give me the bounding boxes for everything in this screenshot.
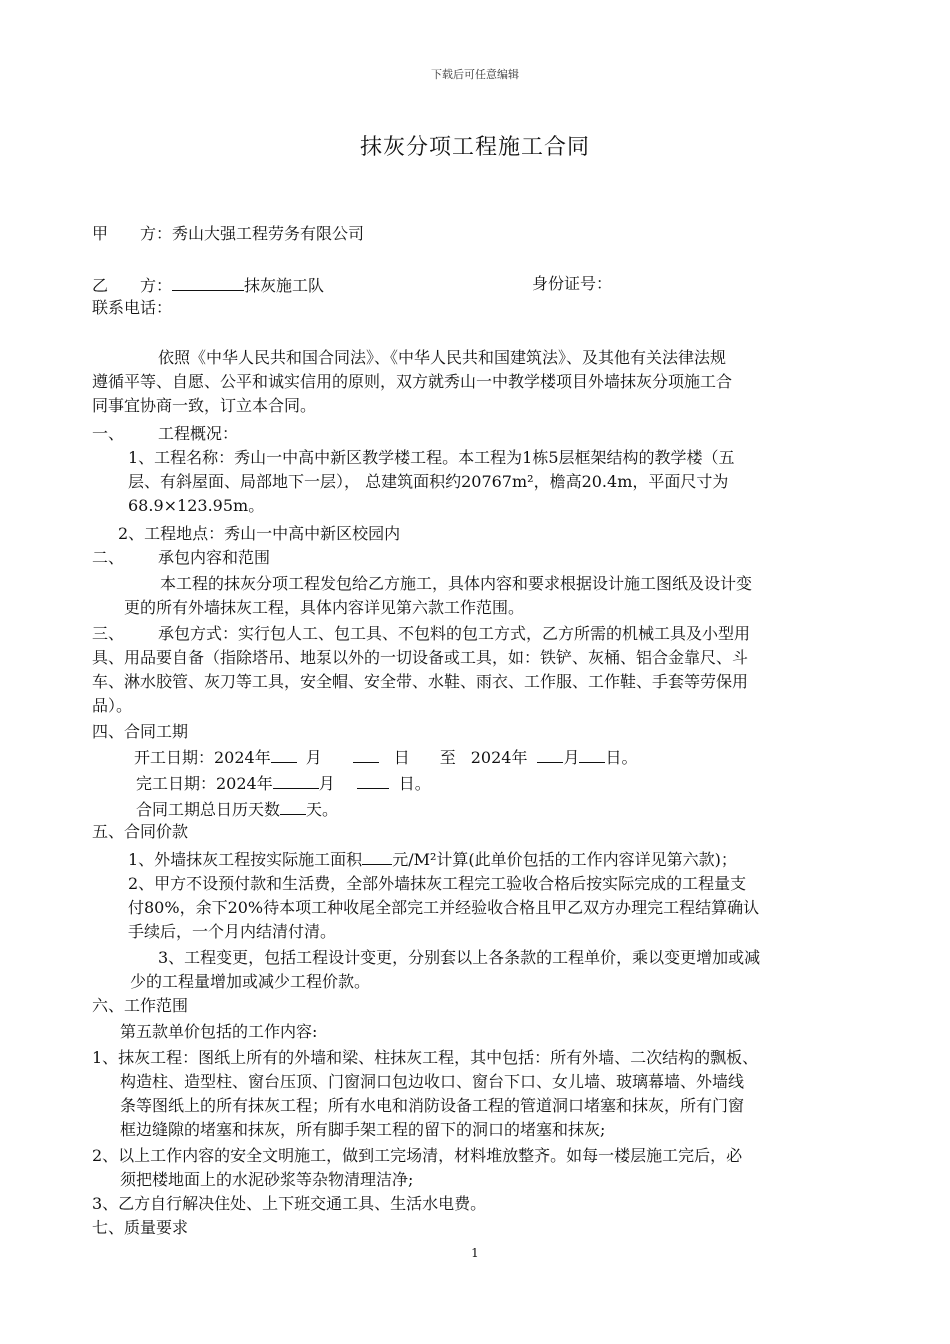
start-date-label: 开工日期：2024年 <box>134 748 271 767</box>
page-number: 1 <box>471 1246 479 1260</box>
section-3-title: 承包方式：实行包人工、包工具、不包料的包工方式，乙方所需的机械工具及小型用 <box>158 624 751 643</box>
intro-line: 同事宜协商一致，订立本合同。 <box>92 396 317 415</box>
price-text: 1、外墙抹灰工程按实际施工面积 <box>128 850 363 869</box>
section-5-text: 少的工程量增加或减少工程价款。 <box>130 972 371 991</box>
total-days-unit: 天。 <box>306 800 339 819</box>
section-6-text: 3、乙方自行解决住处、上下班交通工具、生活水电费。 <box>92 1194 487 1213</box>
date-blank <box>353 744 379 763</box>
section-1-number: 一、 <box>92 424 125 443</box>
section-6-text: 2、以上工作内容的安全文明施工，做到工完场清，材料堆放整齐。如每一楼层施工完后，必 <box>92 1146 743 1165</box>
intro-line: 遵循平等、自愿、公平和诚实信用的原则，双方就秀山一中教学楼项目外墙抹灰分项施工合 <box>92 372 733 391</box>
party-b-line <box>92 272 324 298</box>
date-blank <box>357 770 389 789</box>
section-6-text: 须把楼地面上的水泥砂浆等杂物清理洁净; <box>120 1170 414 1189</box>
party-b-id-label: 身份证号： <box>532 274 613 293</box>
month-label: 月 <box>318 774 335 793</box>
party-b-value: 抹灰施工队 <box>244 276 325 295</box>
price-blank <box>362 846 392 865</box>
total-days-line <box>136 796 338 822</box>
document-title: 抹灰分项工程施工合同 <box>359 135 590 160</box>
party-b-name-blank <box>172 272 244 291</box>
end-date-line <box>136 770 431 796</box>
date-blank <box>273 770 319 789</box>
section-5-text: 付80%，余下20%待本项工种收尾全部完工并经验收合格且甲乙双方办理完工程结算确认 <box>128 898 760 917</box>
section-2-title: 承包内容和范围 <box>158 548 271 567</box>
days-blank <box>280 796 306 815</box>
section-5-text: 3、工程变更，包括工程设计变更，分别套以上各条款的工程单价，乘以变更增加或减 <box>158 948 761 967</box>
party-a-value: 秀山大强工程劳务有限公司 <box>172 224 365 243</box>
section-1-title: 工程概况： <box>158 424 239 443</box>
section-3-text: 品）。 <box>92 696 133 715</box>
price-text: 元/M²计算(此单价包括的工作内容详见第六款)； <box>392 850 737 869</box>
section-1-text: 1、工程名称：秀山一中高中新区教学楼工程。本工程为1栋5层框架结构的教学楼（五 <box>128 448 735 467</box>
section-5-text: 手续后，一个月内结清付清。 <box>128 922 337 941</box>
day-label: 日。 <box>398 774 431 793</box>
section-6-text: 框边缝隙的堵塞和抹灰，所有脚手架工程的留下的洞口的堵塞和抹灰; <box>120 1120 606 1139</box>
section-2-number: 二、 <box>92 548 125 567</box>
intro-line: 依照《中华人民共和国合同法》、《中华人民共和国建筑法》、及其他有关法律法规 <box>158 348 727 367</box>
section-2-text: 本工程的抹灰分项工程发包给乙方施工，具体内容和要求根据设计施工图纸及设计变 <box>160 574 753 593</box>
date-blank <box>271 744 297 763</box>
start-date-line <box>134 744 638 770</box>
party-b-phone-label: 联系电话： <box>92 298 173 317</box>
year-label: 2024年 <box>470 748 528 767</box>
section-6-subtitle: 第五款单价包括的工作内容: <box>120 1022 318 1041</box>
price-line <box>128 846 737 872</box>
end-date-label: 完工日期：2024年 <box>136 774 273 793</box>
section-5-text: 2、甲方不设预付款和生活费，全部外墙抹灰工程完工验收合格后按实际完成的工程量支 <box>128 874 747 893</box>
party-b-label: 乙 方： <box>92 276 173 295</box>
date-blank <box>537 744 563 763</box>
section-3-number: 三、 <box>92 624 125 643</box>
section-3-text: 车、淋水胶管、灰刀等工具，安全帽、安全带、水鞋、雨衣、工作服、工作鞋、手套等劳保用 <box>92 672 749 691</box>
section-2-text: 更的所有外墙抹灰工程，具体内容详见第六款工作范围。 <box>124 598 525 617</box>
section-6-text: 条等图纸上的所有抹灰工程；所有水电和消防设备工程的管道洞口堵塞和抹灰，所有门窗 <box>120 1096 745 1115</box>
month-label: 月 <box>305 748 322 767</box>
section-1-text: 68.9×123.95m。 <box>128 496 265 515</box>
party-a-label: 甲 方： <box>92 224 173 243</box>
to-label: 至 <box>439 748 456 767</box>
month-label: 月 <box>563 748 580 767</box>
section-4-title: 四、合同工期 <box>92 722 189 741</box>
day-label: 日 <box>393 748 410 767</box>
section-6-title: 六、工作范围 <box>92 996 189 1015</box>
header-note: 下载后可任意编辑 <box>431 68 519 81</box>
section-1-text: 2、工程地点：秀山一中高中新区校园内 <box>118 524 401 543</box>
party-a-line <box>92 222 364 246</box>
section-3-text: 具、用品要自备（指除塔吊、地泵以外的一切设备或工具，如：铁铲、灰桶、铝合金靠尺、斗 <box>92 648 749 667</box>
section-6-text: 构造柱、造型柱、窗台压顶、门窗洞口包边收口、窗台下口、女儿墙、玻璃幕墙、外墙线 <box>120 1072 745 1091</box>
section-6-text: 1、抹灰工程：图纸上所有的外墙和梁、柱抹灰工程，其中包括：所有外墙、二次结构的飘板、 <box>92 1048 759 1067</box>
total-days-label: 合同工期总日历天数 <box>136 800 281 819</box>
section-5-title: 五、合同价款 <box>92 822 189 841</box>
day-label: 日。 <box>605 748 638 767</box>
section-7-title: 七、质量要求 <box>92 1218 189 1237</box>
date-blank <box>579 744 605 763</box>
section-1-text: 层、有斜屋面、局部地下一层）， 总建筑面积约20767m²，檐高20.4m，平面尺寸为 <box>128 472 729 491</box>
